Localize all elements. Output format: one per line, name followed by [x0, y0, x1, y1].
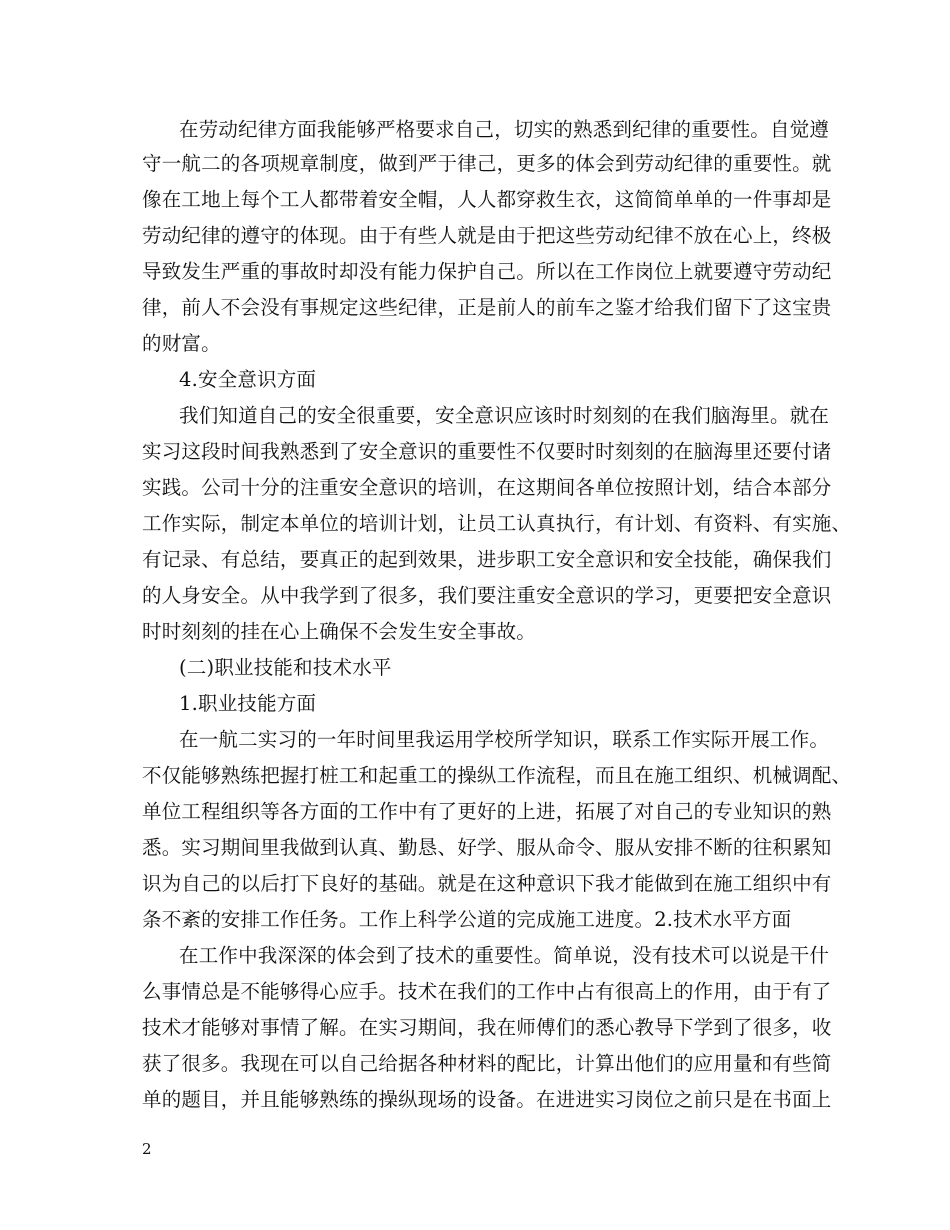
section-heading	[0, 650, 950, 686]
text-line	[0, 974, 950, 1010]
text-line-content: 时时刻刻的挂在心上确保不会发生安全事故。	[142, 620, 537, 643]
text-line-content: 不仅能够熟练把握打桩工和起重工的操纵工作流程，而且在施工组织、机械调配、	[142, 764, 852, 787]
text-line-content: 律，前人不会没有事规定这些纪律，正是前人的前车之鉴才给我们留下了这宝贵	[142, 296, 832, 319]
text-line	[0, 1082, 950, 1118]
text-line	[0, 866, 950, 902]
text-line	[0, 830, 950, 866]
text-line	[0, 1010, 950, 1046]
text-line	[0, 902, 950, 938]
text-line-content: 有记录、有总结，要真正的起到效果，进步职工安全意识和安全技能，确保我们	[142, 548, 832, 571]
text-line	[0, 182, 950, 218]
text-line	[0, 112, 950, 148]
text-line-content: 条不紊的安排工作任务。工作上科学公道的完成施工进度。2.技术水平方面	[142, 908, 792, 931]
text-line-content: 技术才能够对事情了解。在实习期间，我在师傅们的悉心教导下学到了很多，收	[142, 1016, 832, 1039]
text-line	[0, 506, 950, 542]
section-heading-text: 4.安全意识方面	[179, 368, 317, 391]
text-line	[0, 722, 950, 758]
section-heading-text: 1.职业技能方面	[179, 692, 317, 715]
text-line-content: 在劳动纪律方面我能够严格要求自己，切实的熟悉到纪律的重要性。自觉遵	[179, 118, 830, 141]
text-line	[0, 1046, 950, 1082]
text-line	[0, 146, 950, 182]
text-line	[0, 254, 950, 290]
text-line-content: 在工作中我深深的体会到了技术的重要性。简单说，没有技术可以说是干什	[179, 944, 830, 967]
text-line-content: 单的题目，并且能够熟练的操纵现场的设备。在进进实习岗位之前只是在书面上	[142, 1088, 832, 1111]
text-line-content: 实践。公司十分的注重安全意识的培训，在这期间各单位按照计划，结合本部分	[142, 476, 832, 499]
text-line	[0, 290, 950, 326]
section-heading-text: (二)职业技能和技术水平	[179, 656, 392, 679]
text-line-content: 单位工程组织等各方面的工作中有了更好的上进，拓展了对自己的专业知识的熟	[142, 800, 832, 823]
text-line-content: 的人身安全。从中我学到了很多，我们要注重安全意识的学习，更要把安全意识	[142, 584, 832, 607]
text-line-content: 像在工地上每个工人都带着安全帽，人人都穿救生衣，这简简单单的一件事却是	[142, 188, 832, 211]
section-heading	[0, 686, 950, 722]
text-line	[0, 434, 950, 470]
text-line-content: 守一航二的各项规章制度，做到严于律己，更多的体会到劳动纪律的重要性。就	[142, 152, 832, 175]
text-line	[0, 326, 950, 362]
text-line-content: 在一航二实习的一年时间里我运用学校所学知识，联系工作实际开展工作。	[179, 728, 830, 751]
text-line-content: 实习这段时间我熟悉到了安全意识的重要性不仅要时时刻刻的在脑海里还要付诸	[142, 440, 832, 463]
text-line-content: 悉。实习期间里我做到认真、勤恳、好学、服从命令、服从安排不断的往积累知	[142, 836, 832, 859]
text-line-content: 识为自己的以后打下良好的基础。就是在这种意识下我才能做到在施工组织中有	[142, 872, 832, 895]
text-line	[0, 542, 950, 578]
text-line	[0, 398, 950, 434]
text-line-content: 导致发生严重的事故时却没有能力保护自己。所以在工作岗位上就要遵守劳动纪	[142, 260, 832, 283]
section-heading	[0, 362, 950, 398]
text-line	[0, 758, 950, 794]
text-line-content: 么事情总是不能够得心应手。技术在我们的工作中占有很高上的作用，由于有了	[142, 980, 832, 1003]
text-line-content: 我们知道自己的安全很重要，安全意识应该时时刻刻的在我们脑海里。就在	[179, 404, 830, 427]
text-line	[0, 614, 950, 650]
text-line-content: 获了很多。我现在可以自己给据各种材料的配比，计算出他们的应用量和有些简	[142, 1052, 832, 1075]
text-line-content: 劳动纪律的遵守的体现。由于有些人就是由于把这些劳动纪律不放在心上，终极	[142, 224, 832, 247]
page-number: 2	[142, 1140, 152, 1158]
text-line	[0, 470, 950, 506]
text-line	[0, 938, 950, 974]
text-line-content: 的财富。	[142, 332, 221, 355]
text-line	[0, 578, 950, 614]
text-line	[0, 218, 950, 254]
text-line-content: 工作实际，制定本单位的培训计划，让员工认真执行，有计划、有资料、有实施、	[142, 512, 852, 535]
text-line	[0, 794, 950, 830]
